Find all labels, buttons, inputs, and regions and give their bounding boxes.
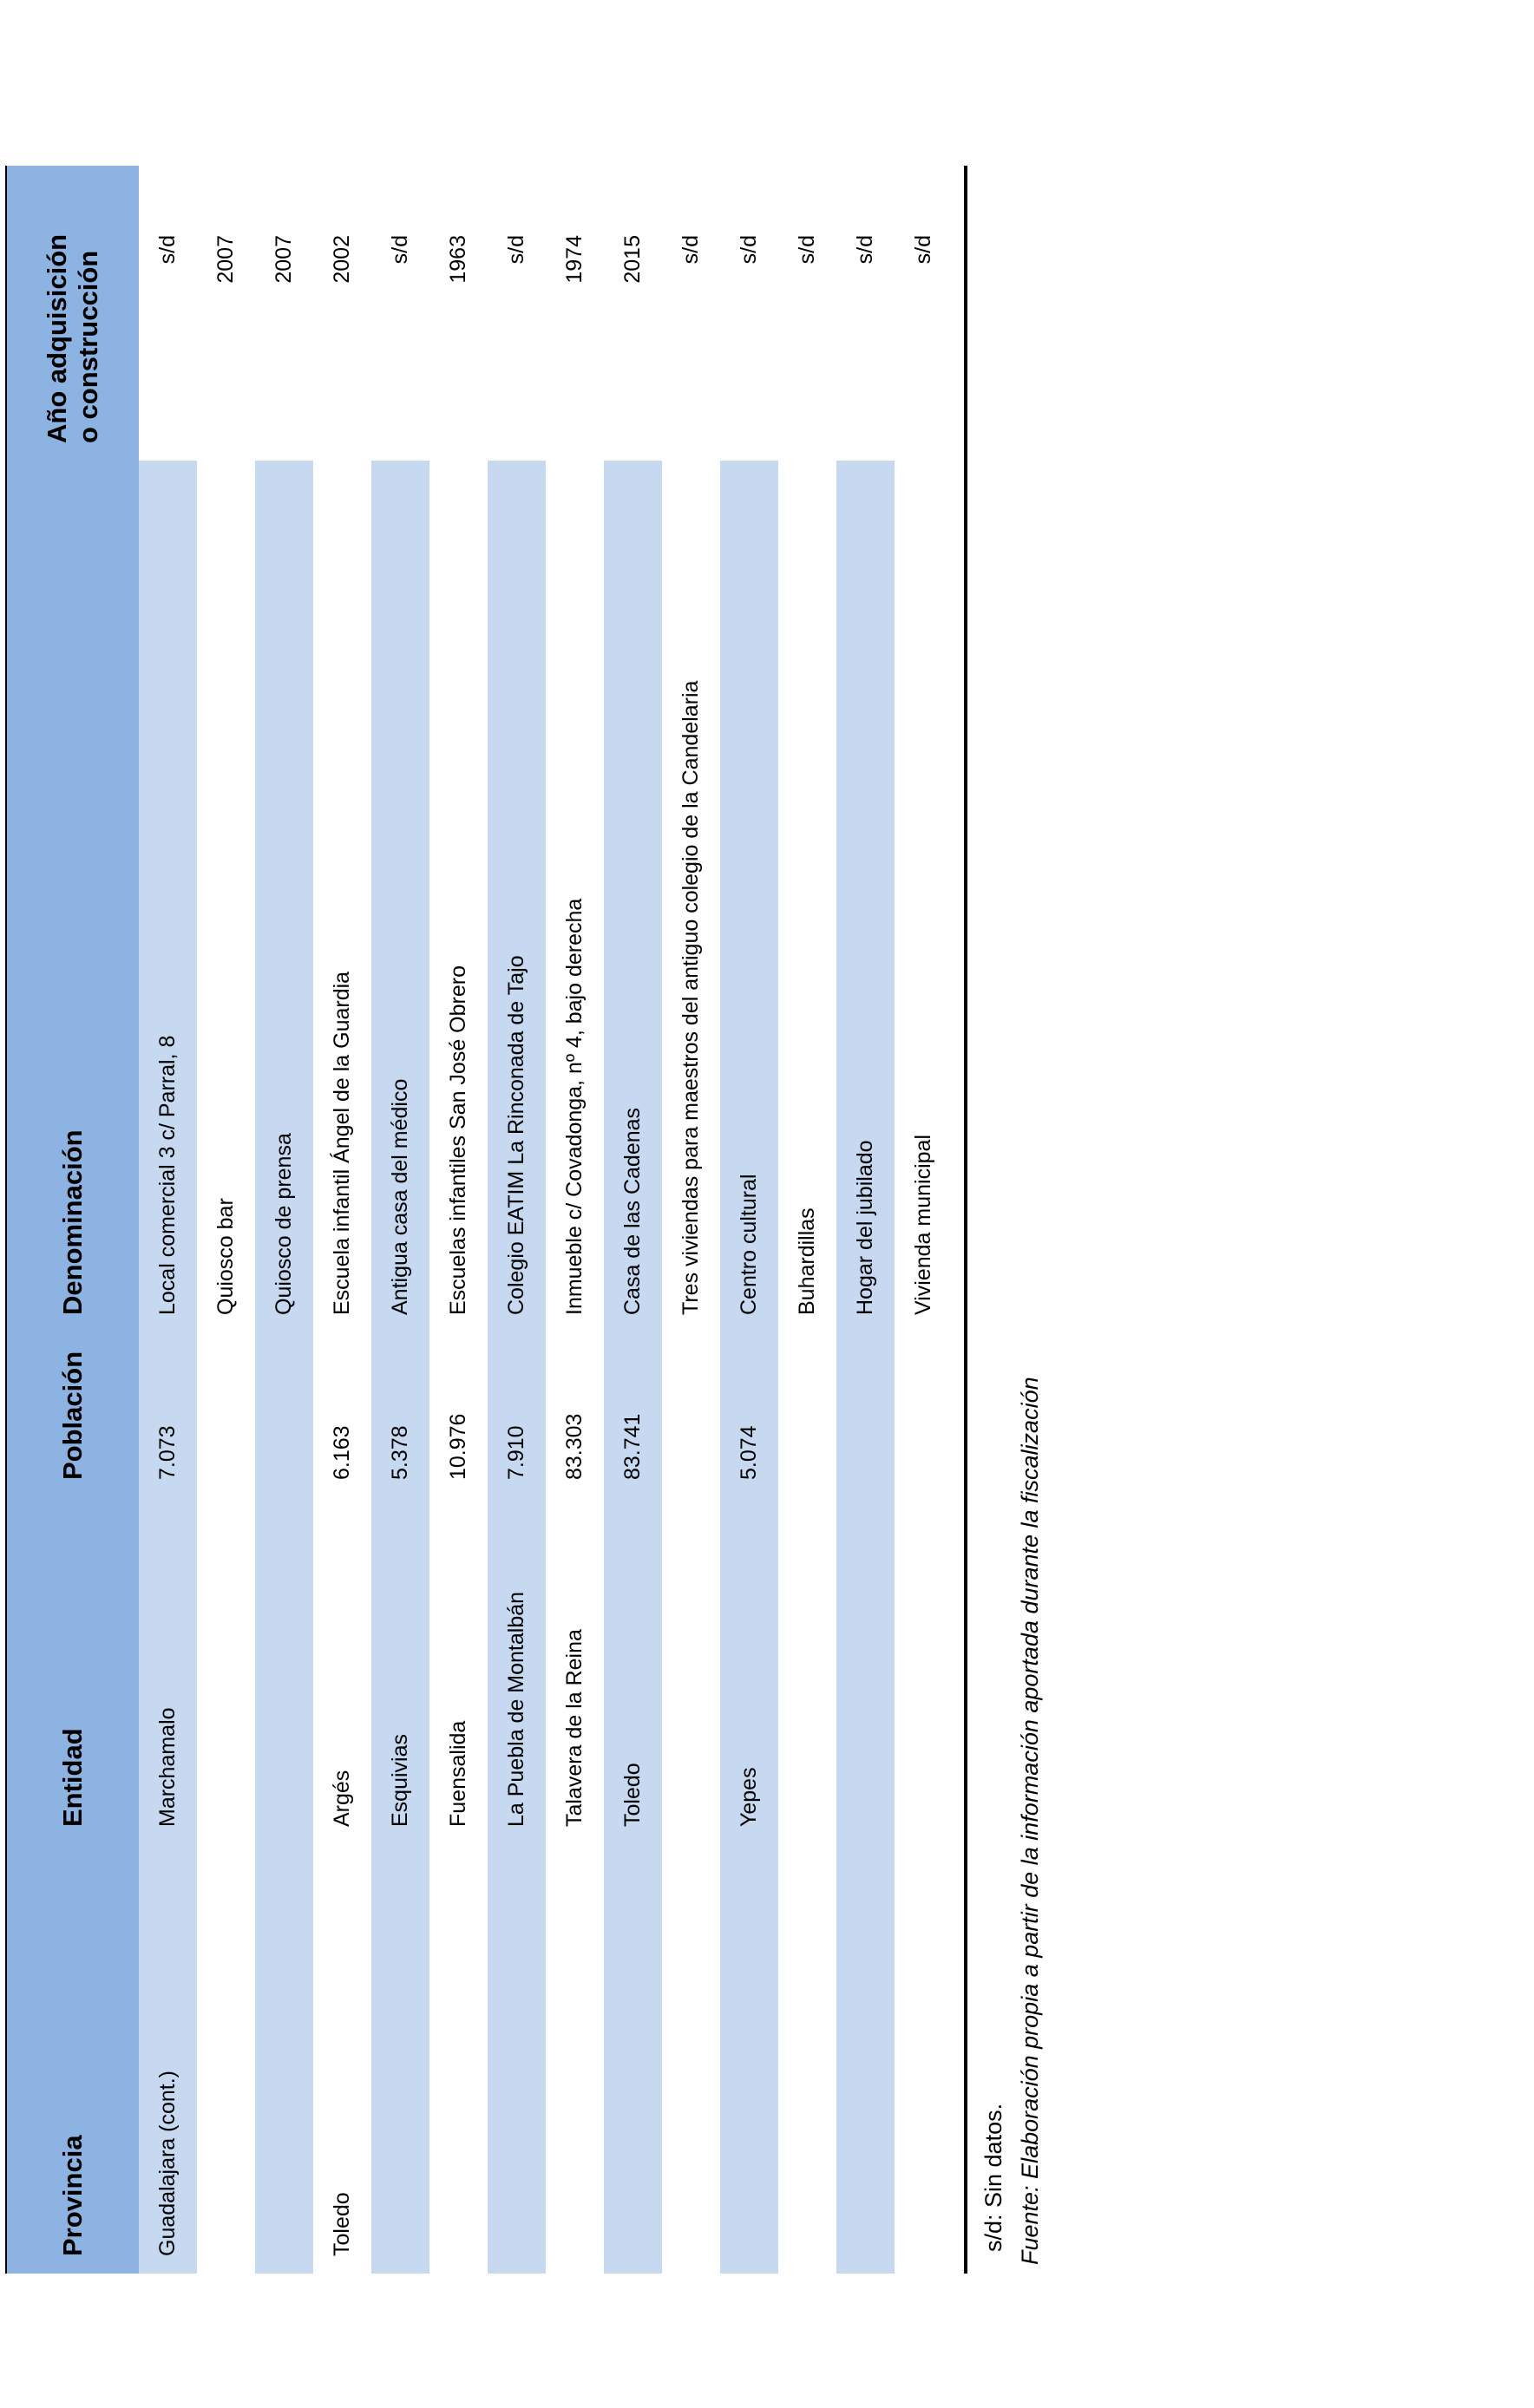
cell-provincia [429, 1844, 488, 2274]
cell-entidad: Argés [330, 1770, 354, 1827]
cell-provincia [778, 1844, 836, 2274]
cell-provincia [895, 1844, 953, 2274]
table-row [836, 166, 895, 2274]
cell-ano: s/d [488, 166, 546, 461]
cell-denominacion: Local comercial 3 c/ Parral, 8 [139, 461, 197, 1332]
cell-poblacion [662, 1332, 720, 1497]
cell-poblacion: 5.378 [371, 1332, 429, 1497]
cell-provincia [546, 1844, 604, 2274]
table-row [546, 166, 604, 2274]
header-ano-line1: Año adquisición [42, 233, 72, 443]
header-poblacion: Población [7, 1332, 139, 1497]
cell-denominacion: Quiosco de prensa [255, 461, 313, 1332]
cell-entidad: Yepes [720, 1497, 778, 1844]
cell-ano: s/d [371, 166, 429, 461]
cell-poblacion: 7.910 [488, 1332, 546, 1497]
cell-ano: s/d [836, 166, 895, 461]
table-row [778, 166, 836, 2274]
cell-provincia [197, 1844, 255, 2274]
cell-ano: 2007 [255, 166, 313, 461]
cell-poblacion [836, 1332, 895, 1497]
header-denominacion: Denominación [7, 461, 139, 1332]
cell-ano: s/d [139, 166, 197, 461]
cell-entidad [778, 1497, 836, 1844]
cell-denominacion: Tres viviendas para maestros del antiguo colegio de la Candelaria [678, 680, 703, 1315]
cell-ano: 2015 [604, 166, 662, 461]
cell-denominacion: Escuela infantil Ángel de la Guardia [330, 971, 354, 1315]
cell-ano: s/d [911, 235, 935, 265]
cell-provincia [604, 1844, 662, 2274]
cell-entidad: Marchamalo [139, 1497, 197, 1844]
cell-entidad [255, 1497, 313, 1844]
cell-denominacion: Casa de las Cadenas [604, 461, 662, 1332]
cell-denominacion: Vivienda municipal [911, 1135, 935, 1315]
cell-entidad [895, 1497, 953, 1844]
cell-provincia [662, 1844, 720, 2274]
cell-denominacion: Antigua casa del médico [371, 461, 429, 1332]
cell-provincia [836, 1844, 895, 2274]
cell-provincia: Guadalajara (cont.) [139, 1844, 197, 2274]
cell-poblacion: 83.303 [562, 1413, 587, 1480]
footnote: s/d: Sin datos. [980, 2103, 1006, 2252]
cell-entidad [662, 1497, 720, 1844]
cell-denominacion: Buhardillas [795, 1207, 819, 1315]
table-row [197, 166, 255, 2274]
cell-ano: s/d [720, 166, 778, 461]
cell-provincia [371, 1844, 429, 2274]
table-row [720, 166, 778, 2274]
cell-denominacion: Colegio EATIM La Rinconada de Tajo [488, 461, 546, 1332]
cell-ano: s/d [678, 235, 703, 265]
cell-entidad [836, 1497, 895, 1844]
cell-poblacion [197, 1332, 255, 1497]
cell-ano: 1963 [446, 235, 470, 284]
cell-provincia: Toledo [330, 2192, 354, 2256]
header-provincia: Provincia [7, 1844, 139, 2274]
cell-poblacion [255, 1332, 313, 1497]
table-row [371, 166, 429, 2274]
header-entidad: Entidad [7, 1497, 139, 1844]
table-row [139, 166, 197, 2274]
table-row [255, 166, 313, 2274]
cell-poblacion: 5.074 [720, 1332, 778, 1497]
cell-entidad [197, 1497, 255, 1844]
cell-provincia [488, 1844, 546, 2274]
cell-entidad: Toledo [604, 1497, 662, 1844]
table-bottom-border [964, 166, 967, 2274]
cell-ano: s/d [795, 235, 819, 265]
table-row [313, 166, 371, 2274]
source-note: Fuente: Elaboración propia a partir de la información aportada durante la fiscalización [1017, 1377, 1043, 2265]
cell-denominacion: Centro cultural [720, 461, 778, 1332]
cell-provincia [720, 1844, 778, 2274]
cell-poblacion: 6.163 [330, 1425, 354, 1480]
cell-entidad: Esquivias [371, 1497, 429, 1844]
table-row [488, 166, 546, 2274]
cell-poblacion: 10.976 [446, 1413, 470, 1480]
cell-poblacion [778, 1332, 836, 1497]
table-row [662, 166, 720, 2274]
cell-entidad: Fuensalida [446, 1720, 470, 1827]
cell-entidad: La Puebla de Montalbán [488, 1497, 546, 1844]
header-ano [7, 166, 139, 461]
table-header-row [7, 166, 139, 2274]
table-row [604, 166, 662, 2274]
cell-denominacion: Quiosco bar [213, 1198, 238, 1315]
cell-poblacion: 83.741 [604, 1332, 662, 1497]
cell-denominacion: Escuelas infantiles San José Obrero [446, 965, 470, 1315]
table-row [895, 166, 953, 2274]
cell-poblacion: 7.073 [139, 1332, 197, 1497]
cell-denominacion: Inmueble c/ Covadonga, nº 4, bajo derecha [562, 898, 587, 1315]
cell-provincia [255, 1844, 313, 2274]
cell-ano: 2007 [213, 235, 238, 284]
cell-ano: 2002 [330, 235, 354, 284]
table-row [429, 166, 488, 2274]
cell-entidad: Talavera de la Reina [562, 1629, 587, 1827]
cell-ano: 1974 [562, 235, 587, 284]
header-ano-line2: o construcción [73, 250, 103, 443]
cell-denominacion: Hogar del jubilado [836, 461, 895, 1332]
assets-table [7, 166, 953, 2274]
cell-poblacion [895, 1332, 953, 1497]
